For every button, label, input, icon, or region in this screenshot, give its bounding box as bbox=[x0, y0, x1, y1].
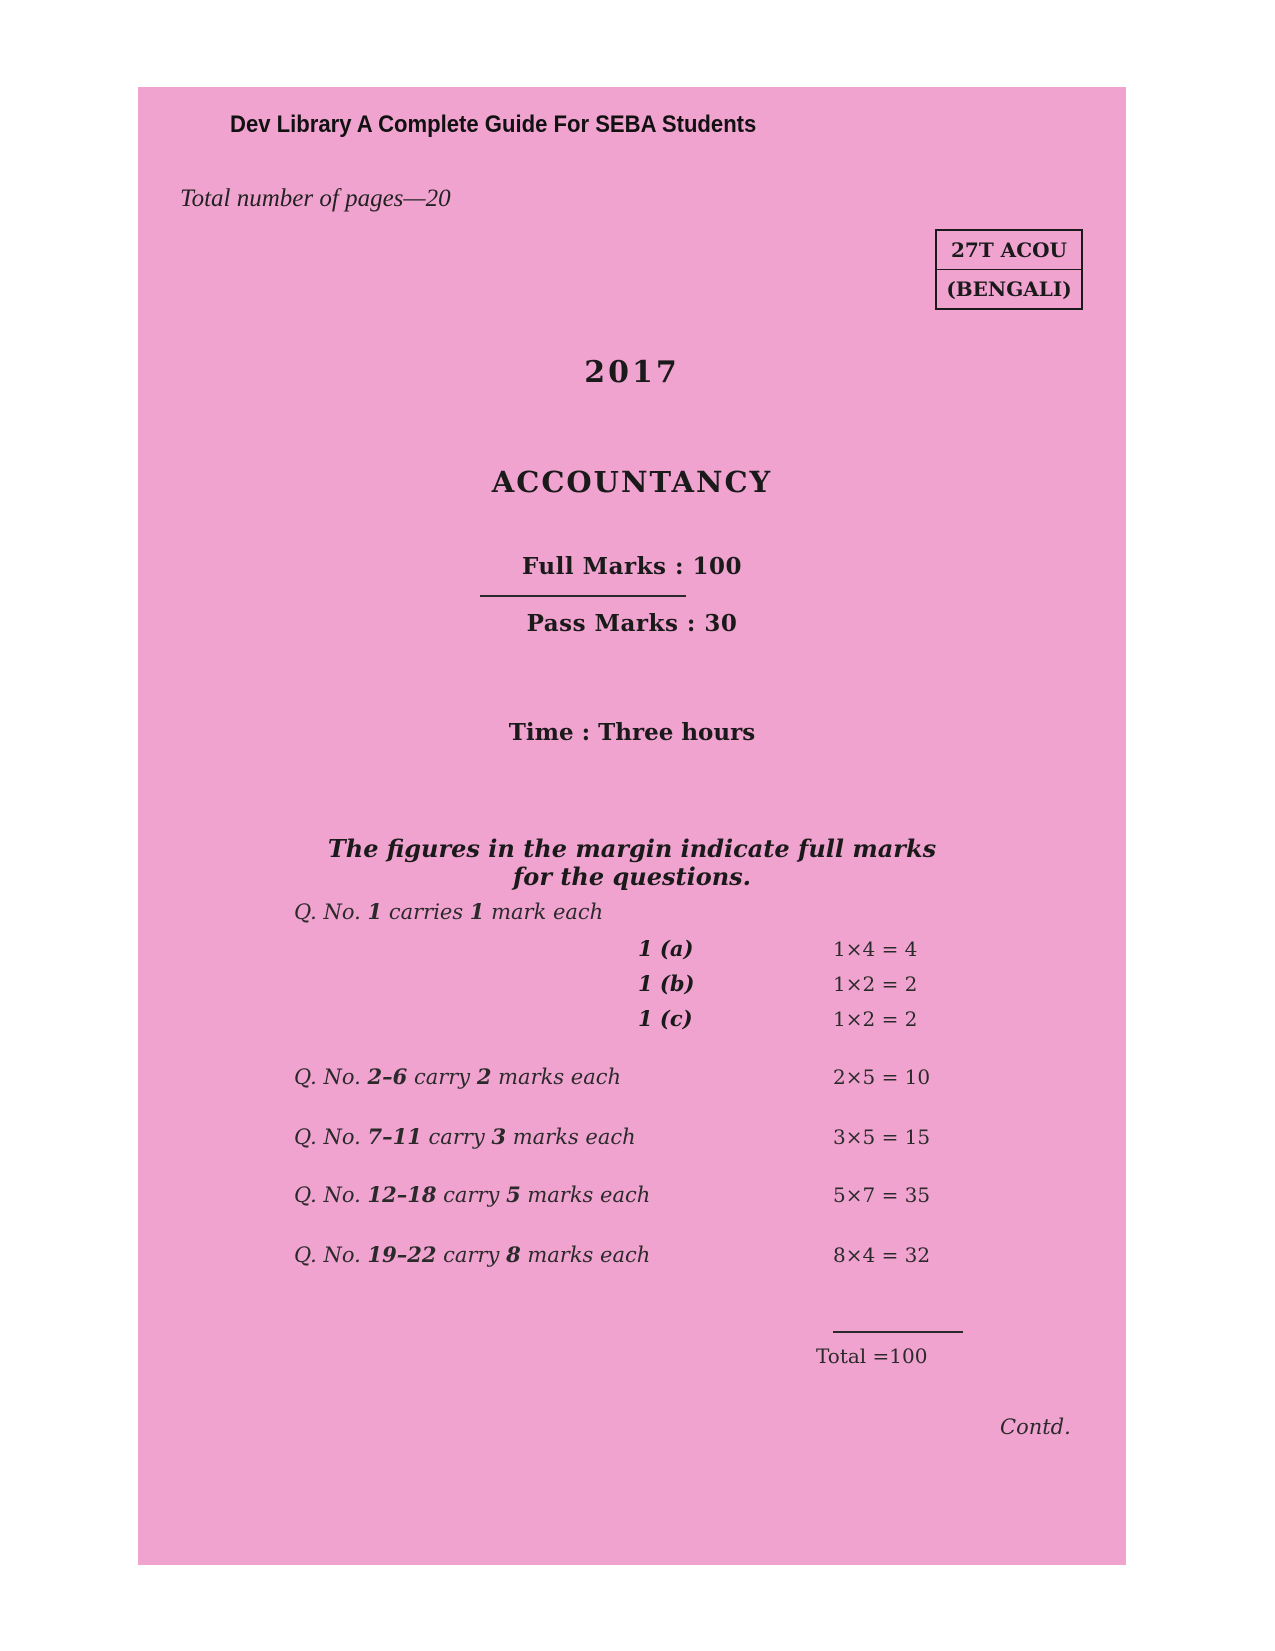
q-marks: 5 bbox=[506, 1182, 521, 1207]
q1b-marks: 1×2 = 2 bbox=[833, 972, 918, 996]
total-divider bbox=[833, 1331, 963, 1333]
q-suffix: mark each bbox=[484, 900, 604, 924]
q-marks: 3 bbox=[491, 1124, 507, 1149]
q19-22-label bbox=[294, 1242, 650, 1267]
q1a-marks: 1×4 = 4 bbox=[833, 937, 918, 961]
site-banner: Dev Library A Complete Guide For SEBA Students bbox=[230, 111, 757, 138]
q-prefix: Q. No. bbox=[294, 1183, 368, 1207]
q-verb: carries bbox=[382, 900, 470, 924]
q-number: 2–6 bbox=[367, 1064, 408, 1089]
exam-paper-sheet bbox=[138, 87, 1126, 1565]
q-suffix: marks each bbox=[491, 1065, 622, 1089]
q-prefix: Q. No. bbox=[294, 1125, 368, 1149]
q-number: 19–22 bbox=[367, 1242, 437, 1267]
q-suffix: marks each bbox=[506, 1125, 636, 1149]
subject-title: ACCOUNTANCY bbox=[491, 465, 773, 499]
q-verb: carry bbox=[421, 1125, 492, 1149]
q-marks: 8 bbox=[506, 1242, 521, 1267]
instruction-line-1: The figures in the margin indicate full marks bbox=[327, 834, 937, 863]
q-prefix: Q. No. bbox=[294, 900, 368, 924]
q-suffix: marks each bbox=[520, 1183, 651, 1207]
exam-year: 2017 bbox=[584, 355, 680, 390]
q-prefix: Q. No. bbox=[294, 1065, 368, 1089]
q19-22-marks: 8×4 = 32 bbox=[833, 1243, 931, 1267]
q-verb: carry bbox=[436, 1243, 507, 1267]
exam-duration: Time : Three hours bbox=[508, 719, 756, 746]
q1a-label: 1 (a) bbox=[638, 936, 694, 961]
pass-marks: Pass Marks : 30 bbox=[526, 610, 738, 637]
total-pages-note: Total number of pages—20 bbox=[180, 185, 451, 212]
q-verb: carry bbox=[407, 1065, 477, 1089]
q-number: 1 bbox=[367, 899, 383, 924]
q7-11-label bbox=[294, 1124, 636, 1149]
full-marks: Full Marks : 100 bbox=[521, 553, 742, 580]
q1c-marks: 1×2 = 2 bbox=[833, 1007, 918, 1031]
q1c-label: 1 (c) bbox=[638, 1006, 693, 1031]
q-suffix: marks each bbox=[520, 1243, 651, 1267]
paper-language: (BENGALI) bbox=[937, 269, 1081, 308]
q-prefix: Q. No. bbox=[294, 1243, 368, 1267]
total-marks: Total =100 bbox=[816, 1344, 928, 1368]
q12-18-label bbox=[294, 1182, 650, 1207]
marks-distribution bbox=[138, 87, 1126, 1565]
q1b-label: 1 (b) bbox=[638, 971, 695, 996]
q-number: 7–11 bbox=[367, 1124, 422, 1149]
instruction-line-2: for the questions. bbox=[512, 862, 752, 891]
q2-6-marks: 2×5 = 10 bbox=[833, 1065, 931, 1089]
q2-6-label bbox=[294, 1064, 621, 1089]
paper-code: 27T ACOU bbox=[951, 238, 1067, 262]
continued-note: Contd. bbox=[1000, 1415, 1071, 1439]
q-verb: carry bbox=[436, 1183, 507, 1207]
q-marks: 2 bbox=[476, 1064, 492, 1089]
q-number: 12–18 bbox=[367, 1182, 437, 1207]
q-marks: 1 bbox=[469, 899, 485, 924]
q7-11-marks: 3×5 = 15 bbox=[833, 1125, 931, 1149]
q1-label bbox=[294, 899, 603, 924]
q12-18-marks: 5×7 = 35 bbox=[833, 1183, 931, 1207]
